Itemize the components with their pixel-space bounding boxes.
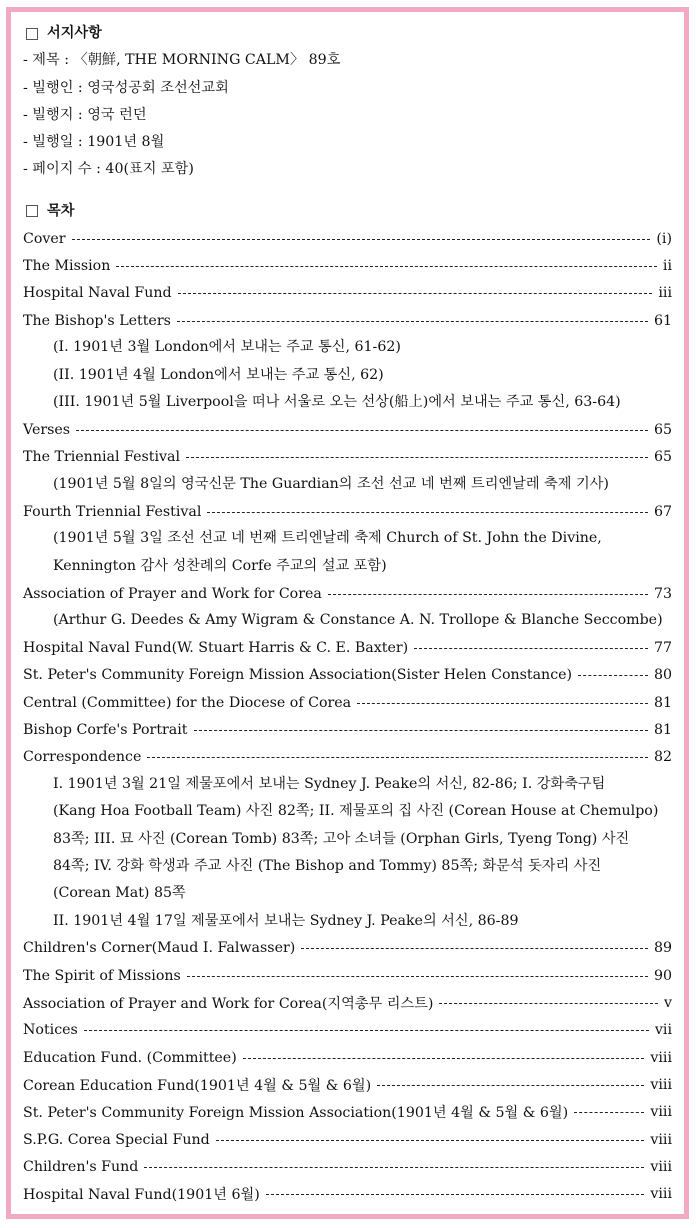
toc-dot-leader [414, 648, 648, 649]
toc-entry-title: St. Peter's Community Foreign Mission Association(Sister Helen Constance) [23, 667, 573, 684]
section-gap [23, 184, 672, 198]
toc-sub-line: (1901년 5월 8일의 영국신문 The Guardian의 조선 선교 네 번째 트리엔날레 축제 기사) [53, 475, 609, 492]
toc-entry [23, 962, 672, 989]
toc-entry-title: Correspondence [23, 749, 142, 766]
toc-entry-title: Bishop Corfe's Portrait [23, 722, 188, 739]
toc-sub-line: (Arthur G. Deedes & Amy Wigram & Constance A. N. Trollope & Blanche Seccombe) [53, 612, 663, 629]
toc-entry-title: The Spirit of Missions [23, 967, 181, 984]
toc-entry-title: Central (Committee) for the Diocese of Corea [23, 694, 352, 711]
toc-dot-leader [328, 594, 648, 595]
toc-dot-leader [301, 948, 648, 949]
toc-entry-page: viii [650, 1131, 672, 1148]
toc-entry-page: 65 [653, 421, 672, 438]
toc-entry-title: Fourth Triennial Festival [23, 503, 202, 520]
toc-entry-title: Association of Prayer and Work for Corea [23, 585, 322, 602]
toc-dot-leader [187, 976, 648, 977]
toc-entry-title: Education Fund. (Committee) [23, 1049, 237, 1066]
toc-dot-leader [177, 321, 648, 322]
toc-entry-page: viii [650, 1049, 672, 1066]
toc-entry [23, 716, 672, 743]
toc-dot-leader [178, 293, 653, 294]
toc-entry [23, 744, 672, 771]
toc-sub-line: (I. 1901년 3월 London에서 보내는 주교 통신, 61-62) [53, 339, 401, 356]
toc-entry [23, 1071, 672, 1098]
toc-entry [23, 280, 672, 307]
toc-dot-leader [147, 757, 648, 758]
toc-entry [23, 307, 672, 334]
toc-entry [23, 225, 672, 252]
toc-dot-leader [84, 1030, 649, 1031]
toc-entry-title: St. Peter's Community Foreign Mission Association(1901년 4월 & 5월 & 6월) [23, 1105, 569, 1122]
toc-sub-line: (Kang Hoa Football Team) 사진 82쪽; II. 제물포의 집 사진 (Corean House at Chemulpo) [53, 803, 659, 820]
toc-dot-leader [574, 1112, 644, 1113]
toc-dot-leader [207, 512, 648, 513]
toc-sub-line: I. 1901년 3월 21일 제물포에서 보내는 Sydney J. Peake의 서신, 82-86; I. 강화축구팀 [53, 776, 606, 793]
toc-entry-title: Corean Education Fund(1901년 4월 & 5월 & 6월) [23, 1077, 372, 1094]
toc-entry [23, 989, 672, 1016]
toc-dot-leader [439, 1003, 658, 1004]
toc-entry-page: 77 [653, 640, 672, 657]
toc-entry [23, 1044, 672, 1071]
toc-sub-line: 84쪽; IV. 강화 학생과 주교 사진 (The Bishop and Tommy) 85쪽; 화문석 돗자리 사진 [53, 857, 602, 874]
toc-entry-title: Hospital Naval Fund(W. Stuart Harris & C. E. Baxter) [23, 640, 409, 657]
toc-entry [23, 689, 672, 716]
toc-entry-title: The Mission [23, 258, 111, 275]
toc-entry-title: Cover [23, 230, 66, 247]
toc-heading-text: 목차 [47, 202, 75, 219]
toc-entry-page: 80 [653, 667, 672, 684]
toc-entry [23, 935, 672, 962]
toc-sub-line: Kennington 감사 성찬례의 Corfe 주교의 설교 포함) [53, 557, 387, 574]
toc-entry-title: Association of Prayer and Work for Corea(지역총무 리스트) [23, 996, 434, 1013]
info-heading-text: 서지사항 [47, 25, 102, 41]
toc-dot-leader [194, 730, 648, 731]
toc-entry [23, 1126, 672, 1153]
toc-entry-page: viii [650, 1158, 672, 1175]
toc-entry-title: Hospital Naval Fund [23, 285, 172, 302]
toc-dot-leader [116, 266, 657, 267]
info-list [23, 47, 672, 183]
toc-entry [23, 252, 672, 279]
toc-entry [23, 580, 672, 607]
document-frame [6, 7, 689, 1219]
toc-dot-leader [76, 430, 648, 431]
toc-sub-line: II. 1901년 4월 17일 제물포에서 보내는 Sydney J. Peake의 서신, 86-89 [53, 912, 519, 929]
toc-entry [23, 443, 672, 470]
toc-entry-page: 89 [653, 940, 672, 957]
toc-entry-page: 73 [653, 585, 672, 602]
toc-entry-page: v [663, 995, 672, 1012]
toc-entry-title: The Bishop's Letters [23, 312, 171, 329]
info-line: - 빌행일 : 1901년 8월 [23, 134, 165, 151]
toc-entry-page: 67 [653, 503, 672, 520]
toc-entry-page: viii [650, 1104, 672, 1121]
toc-sub-line: (Corean Mat) 85쪽 [53, 885, 186, 902]
toc-entry-page: ii [662, 258, 672, 275]
toc-entry [23, 1017, 672, 1044]
toc-dot-leader [266, 1194, 645, 1195]
toc-entry-title: Children's Corner(Maud I. Falwasser) [23, 940, 296, 957]
toc-entry-page: (i) [656, 230, 672, 247]
toc-dot-leader [144, 1167, 644, 1168]
toc-dot-leader [186, 457, 648, 458]
toc-entry-page: 82 [653, 749, 672, 766]
document-body [23, 20, 672, 1208]
toc-sub-line: (1901년 5월 3일 조선 선교 네 번째 트리엔날레 축제 Church of St. John the Divine, [53, 530, 602, 547]
toc-sub-line: (III. 1901년 5월 Liverpool을 떠나 서울로 오는 선상(船上)에서 보내는 주교 통신, 63-64) [53, 393, 621, 410]
toc-entry-page: 65 [653, 449, 672, 466]
toc-entry-page: iii [658, 285, 672, 302]
toc-dot-leader [357, 703, 648, 704]
toc-entry-title: The Triennial Festival [23, 449, 180, 466]
info-line: - 페이지 수 : 40(표지 포함) [23, 161, 194, 178]
toc-entry-page: viii [650, 1186, 672, 1203]
toc-entry-page: viii [650, 1076, 672, 1093]
toc-entry [23, 1180, 672, 1207]
toc-entry [23, 635, 672, 662]
info-line: - 제목 : 〈朝鮮, THE MORNING CALM〉 89호 [23, 52, 341, 69]
square-bullet-icon [26, 205, 38, 217]
info-heading [23, 20, 672, 47]
toc-entry [23, 1153, 672, 1180]
toc-entry [23, 1099, 672, 1126]
toc-entry-title: Verses [23, 421, 71, 438]
toc-entry-title: S.P.G. Corea Special Fund [23, 1131, 210, 1148]
info-line: - 빌행지 : 영국 런던 [23, 106, 147, 123]
toc-entry-title: Notices [23, 1022, 78, 1039]
toc-dot-leader [243, 1058, 645, 1059]
toc-dot-leader [72, 239, 651, 240]
toc-entry [23, 498, 672, 525]
info-line: - 빌행인 : 영국성공회 조선선교회 [23, 79, 229, 96]
toc-dot-leader [377, 1085, 644, 1086]
toc-entry [23, 662, 672, 689]
toc-entry-title: Children's Fund [23, 1158, 139, 1175]
toc-entry-page: 90 [653, 967, 672, 984]
toc-entry-page: 61 [653, 312, 672, 329]
toc-list [23, 225, 672, 1208]
toc-entry-page: 81 [653, 722, 672, 739]
toc-sub-line: 83쪽; III. 묘 사진 (Corean Tomb) 83쪽; 고아 소녀들 (Orphan Girls, Tyeng Tong) 사진 [53, 830, 630, 847]
toc-entry-page: 81 [653, 694, 672, 711]
toc-dot-leader [578, 675, 648, 676]
toc-sub-line: (II. 1901년 4월 London에서 보내는 주교 통신, 62) [53, 366, 384, 383]
square-bullet-icon [26, 28, 38, 40]
toc-entry-page: vii [654, 1022, 672, 1039]
toc-entry-title: Hospital Naval Fund(1901년 6월) [23, 1187, 260, 1204]
toc-entry [23, 416, 672, 443]
toc-dot-leader [216, 1140, 645, 1141]
toc-heading [23, 198, 672, 225]
